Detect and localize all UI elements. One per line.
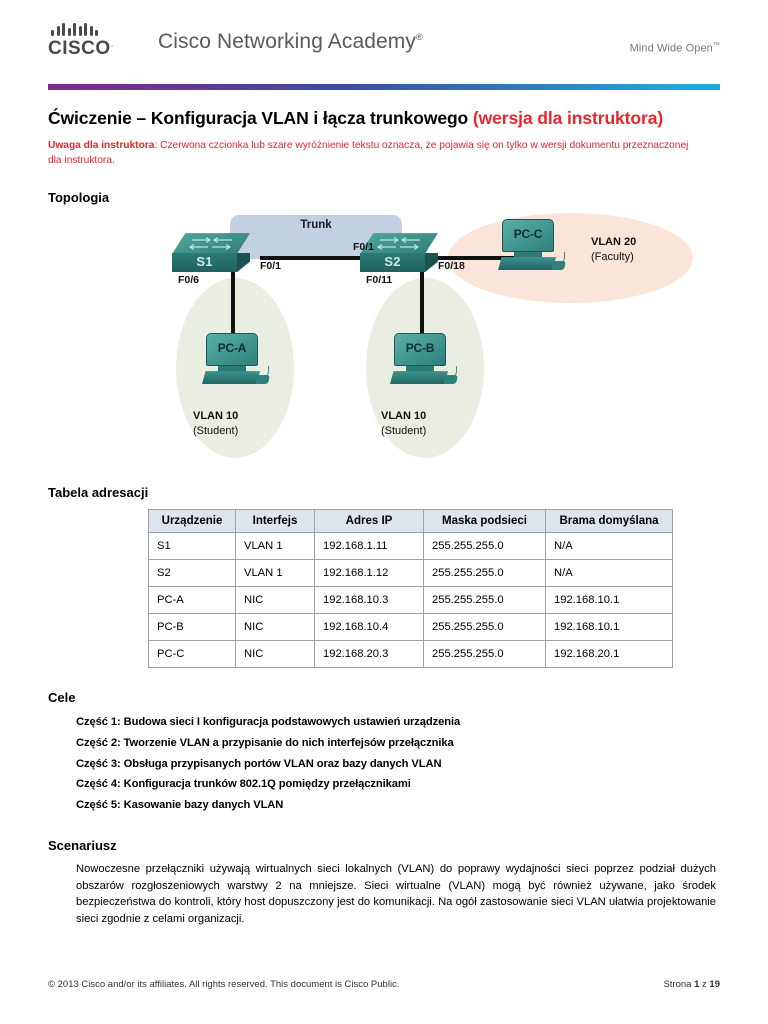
cell-gateway: N/A	[546, 533, 673, 560]
column-header-mask: Maska podsieci	[424, 510, 546, 533]
tagline	[630, 18, 720, 55]
cell-ip: 192.168.1.11	[315, 533, 424, 560]
cell-interface: VLAN 1	[236, 560, 315, 587]
scenario-paragraph: Nowoczesne przełączniki używają wirtualnych sieci lokalnych (VLAN) do poprawy wydajności sieci poprzez podział dużych obszarów rozgłoszeniowych warstwy 2 na mniejsze. Sieci wirtualne (VLAN) mogą być również używane, jako środek bezpieczeństwa do kontroli, który host dopuszczony jest do komunikacji. Na ogół zastosowanie sieci VLAN ułatwia projektowanie sieci zgodnie z celami organizacji.	[76, 862, 716, 926]
objectives-list	[48, 712, 720, 816]
vlan-caption-a-name: VLAN 10	[193, 410, 239, 423]
pc-base-icon	[390, 371, 448, 384]
vlan-caption-c	[591, 235, 636, 264]
section-heading-addressing: Tabela adresacji	[48, 485, 149, 501]
switch-side-face	[425, 253, 438, 272]
table-row	[149, 533, 673, 560]
port-label-s1-trunk: F0/1	[260, 260, 282, 273]
column-header-device: Urządzenie	[149, 510, 236, 533]
cell-mask: 255.255.255.0	[424, 587, 546, 614]
list-item: Część 1: Budowa sieci I konfiguracja podstawowych ustawień urządzenia	[76, 716, 461, 729]
cell-device: PC-C	[149, 641, 236, 668]
host-pc-a	[200, 333, 268, 389]
column-header-gateway: Brama domyślana	[546, 510, 673, 533]
switch-s2-label: S2	[384, 254, 401, 270]
instructor-note	[48, 139, 703, 168]
pc-b-label: PC-B	[405, 341, 435, 356]
cisco-wordmark-text: CISCO	[48, 38, 111, 59]
section-heading-topology: Topologia	[48, 190, 110, 206]
addressing-table	[148, 509, 673, 668]
section-heading-objectives: Cele	[48, 690, 76, 706]
vlan-caption-b-role: (Student)	[381, 424, 427, 437]
table-row	[149, 614, 673, 641]
page-title-main: Ćwiczenie – Konfiguracja VLAN i łącza trunkowego	[48, 108, 473, 128]
switch-side-face	[237, 253, 250, 272]
cell-device: PC-A	[149, 587, 236, 614]
cell-mask: 255.255.255.0	[424, 533, 546, 560]
academy-title	[158, 18, 423, 54]
link-s2-pcb	[420, 268, 424, 338]
tagline-tm: ™	[712, 42, 720, 49]
switch-s1	[172, 233, 250, 273]
header-gradient-divider	[48, 84, 720, 90]
page-footer	[48, 979, 720, 990]
host-pc-b	[388, 333, 456, 389]
pc-mouse-icon	[255, 375, 270, 384]
footer-page-total: 19	[709, 979, 720, 990]
topology-diagram	[148, 213, 708, 463]
cell-interface: NIC	[236, 614, 315, 641]
cell-device: PC-B	[149, 614, 236, 641]
vlan-caption-a-role: (Student)	[193, 424, 239, 437]
cisco-logo	[48, 18, 140, 60]
academy-title-text: Cisco Networking Academy	[158, 30, 416, 53]
cell-interface: VLAN 1	[236, 533, 315, 560]
vlan-caption-c-name: VLAN 20	[591, 236, 637, 249]
vlan-caption-a	[193, 409, 238, 438]
instructor-note-text: : Czerwona czcionka lub szare wyróżnienie tekstu oznacza, że pojawia się on tylko w wersji dokumentu przeznaczonej dla instruktora.	[48, 140, 689, 166]
cisco-wordmark-tm: .	[110, 38, 114, 49]
cell-interface: NIC	[236, 587, 315, 614]
vlan-caption-b	[381, 409, 426, 438]
vlan-caption-b-name: VLAN 10	[381, 410, 427, 423]
list-item: Część 5: Kasowanie bazy danych VLAN	[76, 798, 284, 811]
footer-copyright: © 2013 Cisco and/or its affiliates. All rights reserved. This document is Cisco Public.	[48, 979, 400, 990]
table-row	[149, 587, 673, 614]
port-label-s2-trunk: F0/1	[353, 241, 375, 254]
pc-base-icon	[498, 257, 556, 270]
column-header-ip: Adres IP	[315, 510, 424, 533]
cell-gateway: 192.168.10.1	[546, 614, 673, 641]
cell-mask: 255.255.255.0	[424, 560, 546, 587]
column-header-interface: Interfejs	[236, 510, 315, 533]
switch-arrows-icon	[376, 236, 424, 251]
cisco-bridge-icon	[51, 22, 140, 36]
cell-device: S2	[149, 560, 236, 587]
footer-page-current: 1	[694, 979, 700, 990]
port-label-s1-pca: F0/6	[178, 274, 200, 287]
instructor-note-label: Uwaga dla instruktora	[48, 140, 155, 152]
pc-a-label: PC-A	[217, 341, 247, 356]
footer-page-mid: z	[699, 979, 710, 990]
table-row	[149, 560, 673, 587]
page-title	[48, 106, 720, 130]
cisco-wordmark	[48, 38, 140, 60]
cell-ip: 192.168.10.3	[315, 587, 424, 614]
footer-page-number	[663, 979, 720, 990]
cell-gateway: N/A	[546, 560, 673, 587]
port-label-s2-pcc: F0/18	[438, 260, 465, 273]
table-header-row	[149, 510, 673, 533]
switch-s2	[360, 233, 438, 273]
pc-mouse-icon	[551, 261, 566, 270]
pc-c-label: PC-C	[513, 227, 543, 242]
switch-arrows-icon	[188, 236, 236, 251]
pc-mouse-icon	[443, 375, 458, 384]
cell-ip: 192.168.10.4	[315, 614, 424, 641]
cell-mask: 255.255.255.0	[424, 614, 546, 641]
section-heading-scenario: Scenariusz	[48, 837, 117, 853]
list-item: Część 4: Konfiguracja trunków 802.1Q pomiędzy przełącznikami	[76, 778, 411, 791]
cell-ip: 192.168.1.12	[315, 560, 424, 587]
footer-page-prefix: Strona	[663, 979, 695, 990]
cell-interface: NIC	[236, 641, 315, 668]
list-item: Część 3: Obsługa przypisanych portów VLAN oraz bazy danych VLAN	[76, 757, 442, 770]
list-item: Część 2: Tworzenie VLAN a przypisanie do nich interfejsów przełącznika	[76, 736, 454, 749]
academy-registered-mark: ®	[416, 32, 423, 42]
cell-mask: 255.255.255.0	[424, 641, 546, 668]
cell-device: S1	[149, 533, 236, 560]
page-title-instructor-note: (wersja dla instruktora)	[472, 108, 664, 128]
vlan-caption-c-role: (Faculty)	[591, 250, 634, 263]
table-row	[149, 641, 673, 668]
cell-gateway: 192.168.10.1	[546, 587, 673, 614]
switch-s1-label: S1	[196, 254, 213, 270]
host-pc-c	[496, 219, 564, 275]
trunk-label: Trunk	[300, 219, 332, 232]
cell-ip: 192.168.20.3	[315, 641, 424, 668]
page-header	[48, 0, 720, 82]
port-label-s2-pcb: F0/11	[366, 274, 393, 287]
link-s1-pca	[231, 268, 235, 338]
pc-base-icon	[202, 371, 260, 384]
cell-gateway: 192.168.20.1	[546, 641, 673, 668]
tagline-text: Mind Wide Open	[629, 42, 713, 55]
